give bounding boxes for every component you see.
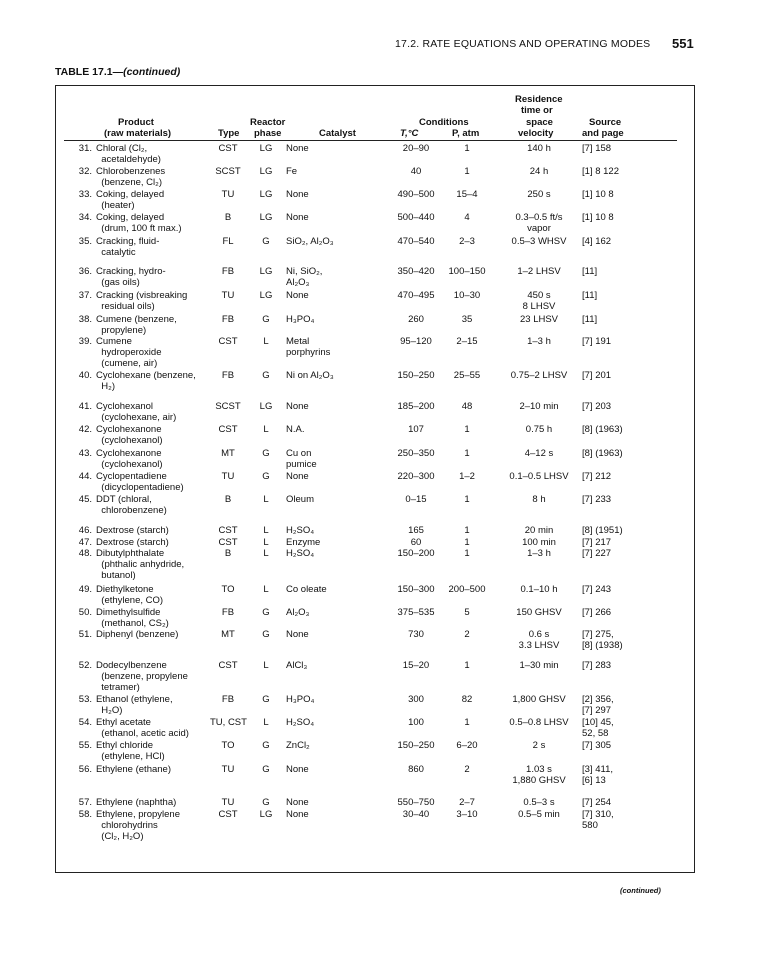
type-cell: SCST	[215, 166, 241, 177]
row-number: 37.	[78, 290, 92, 301]
temperature-cell: 220–300	[397, 471, 435, 482]
phase-cell: G	[262, 694, 270, 705]
header-temperature: T,°C	[400, 128, 419, 139]
residence-cell: 250 s	[527, 189, 551, 200]
type-cell: CST	[218, 336, 238, 347]
source-cell: [11]	[582, 290, 598, 301]
temperature-cell: 470–495	[397, 290, 435, 301]
source-cell: [1] 10 8	[582, 189, 614, 200]
catalyst-cell: None	[286, 290, 309, 301]
pressure-cell: 1	[464, 494, 470, 505]
type-cell: TU	[221, 764, 235, 775]
residence-cell: 2 s	[532, 740, 546, 751]
product-cell: Cracking, hydro- (gas oils)	[96, 266, 166, 288]
pressure-cell: 1	[464, 525, 470, 536]
catalyst-cell: H₂SO₄	[286, 525, 315, 536]
product-cell: Diphenyl (benzene)	[96, 629, 179, 640]
product-cell: Chloral (Cl₂, acetaldehyde)	[96, 143, 161, 165]
phase-cell: G	[262, 764, 270, 775]
header-source-1: Source	[589, 117, 622, 128]
temperature-cell: 860	[408, 764, 424, 775]
product-cell: Coking, delayed (drum, 100 ft max.)	[96, 212, 182, 234]
row-number: 32.	[78, 166, 92, 177]
row-number: 57.	[78, 797, 92, 808]
residence-cell: 100 min	[522, 537, 556, 548]
source-cell: [7] 283	[582, 660, 612, 671]
header-residence-4: velocity	[518, 128, 554, 139]
product-cell: Cracking, fluid- catalytic	[96, 236, 160, 258]
pressure-cell: 1	[464, 448, 470, 459]
temperature-cell: 150–200	[397, 548, 435, 559]
pressure-cell: 1–2	[459, 471, 475, 482]
row-number: 35.	[78, 236, 92, 247]
pressure-cell: 200–500	[448, 584, 486, 595]
type-cell: FB	[221, 314, 235, 325]
pressure-cell: 1	[464, 166, 470, 177]
row-number: 49.	[78, 584, 92, 595]
residence-cell: 450 s 8 LHSV	[522, 290, 556, 312]
source-cell: [10] 45, 52, 58	[582, 717, 614, 739]
residence-cell: 140 h	[527, 143, 551, 154]
source-cell: [7] 233	[582, 494, 612, 505]
source-cell: [7] 310, 580	[582, 809, 614, 831]
header-catalyst: Catalyst	[319, 128, 356, 139]
temperature-cell: 500–440	[397, 212, 435, 223]
pressure-cell: 1	[464, 717, 470, 728]
residence-cell: 0.5–5 min	[518, 809, 560, 820]
type-cell: FB	[221, 370, 235, 381]
catalyst-cell: None	[286, 797, 309, 808]
catalyst-cell: SiO₂, Al₂O₃	[286, 236, 334, 247]
source-cell: [7] 203	[582, 401, 612, 412]
catalyst-cell: Fe	[286, 166, 298, 177]
row-number: 50.	[78, 607, 92, 618]
temperature-cell: 490–500	[397, 189, 435, 200]
residence-cell: 1–2 LHSV	[517, 266, 561, 277]
phase-cell: G	[262, 629, 270, 640]
pressure-cell: 15–4	[456, 189, 478, 200]
source-cell: [7] 227	[582, 548, 612, 559]
phase-cell: L	[263, 660, 269, 671]
pressure-cell: 1	[464, 660, 470, 671]
temperature-cell: 40	[410, 166, 422, 177]
catalyst-cell: None	[286, 212, 309, 223]
type-cell: FB	[221, 607, 235, 618]
row-number: 39.	[78, 336, 92, 347]
source-cell: [1] 8 122	[582, 166, 619, 177]
phase-cell: G	[262, 797, 270, 808]
row-number: 52.	[78, 660, 92, 671]
row-number: 45.	[78, 494, 92, 505]
source-cell: [7] 305	[582, 740, 612, 751]
source-cell: [8] (1963)	[582, 424, 623, 435]
residence-cell: 0.5–3 s	[523, 797, 555, 808]
row-number: 38.	[78, 314, 92, 325]
row-number: 42.	[78, 424, 92, 435]
source-cell: [7] 212	[582, 471, 612, 482]
row-number: 33.	[78, 189, 92, 200]
pressure-cell: 5	[464, 607, 470, 618]
catalyst-cell: Co oleate	[286, 584, 327, 595]
source-cell: [7] 275, [8] (1938)	[582, 629, 623, 651]
source-cell: [7] 217	[582, 537, 612, 548]
residence-cell: 0.75–2 LHSV	[510, 370, 568, 381]
pressure-cell: 4	[464, 212, 470, 223]
type-cell: TO	[221, 740, 235, 751]
product-cell: Ethyl acetate (ethanol, acetic acid)	[96, 717, 189, 739]
product-cell: Cracking (visbreaking residual oils)	[96, 290, 188, 312]
residence-cell: 0.5–3 WHSV	[511, 236, 567, 247]
temperature-cell: 550–750	[397, 797, 435, 808]
product-cell: Dibutylphthalate (phthalic anhydride, butanol)	[96, 548, 185, 581]
phase-cell: LG	[259, 401, 273, 412]
product-cell: Dodecylbenzene (benzene, propylene tetramer)	[96, 660, 188, 693]
row-number: 58.	[78, 809, 92, 820]
row-number: 47.	[78, 537, 92, 548]
residence-cell: 24 h	[529, 166, 549, 177]
phase-cell: LG	[259, 266, 273, 277]
product-cell: Ethanol (ethylene, H₂O)	[96, 694, 173, 716]
type-cell: B	[224, 494, 232, 505]
type-cell: CST	[218, 525, 238, 536]
temperature-cell: 0–15	[405, 494, 427, 505]
type-cell: B	[224, 548, 232, 559]
row-number: 40.	[78, 370, 92, 381]
residence-cell: 1.03 s 1,880 GHSV	[512, 764, 566, 786]
catalyst-cell: H₂SO₄	[286, 717, 315, 728]
product-cell: Ethylene, propylene chlorohydrins (Cl₂, H₂O)	[96, 809, 180, 842]
catalyst-cell: Ni, SiO₂, Al₂O₃	[286, 266, 323, 288]
type-cell: CST	[218, 660, 238, 671]
temperature-cell: 100	[408, 717, 424, 728]
pressure-cell: 10–30	[453, 290, 481, 301]
phase-cell: G	[262, 448, 270, 459]
row-number: 46.	[78, 525, 92, 536]
catalyst-cell: None	[286, 629, 309, 640]
source-cell: [1] 10 8	[582, 212, 614, 223]
temperature-cell: 60	[410, 537, 422, 548]
type-cell: TU	[221, 290, 235, 301]
phase-cell: G	[262, 607, 270, 618]
pressure-cell: 2	[464, 764, 470, 775]
type-cell: TU	[221, 189, 235, 200]
residence-cell: 2–10 min	[519, 401, 559, 412]
table-label: TABLE 17.1	[55, 66, 113, 78]
phase-cell: LG	[259, 189, 273, 200]
temperature-cell: 165	[408, 525, 424, 536]
type-cell: FB	[221, 694, 235, 705]
temperature-cell: 150–250	[397, 370, 435, 381]
type-cell: CST	[218, 143, 238, 154]
phase-cell: LG	[259, 166, 273, 177]
catalyst-cell: H₃PO₄	[286, 694, 315, 705]
phase-cell: G	[262, 740, 270, 751]
temperature-cell: 107	[408, 424, 424, 435]
catalyst-cell: None	[286, 401, 309, 412]
row-number: 34.	[78, 212, 92, 223]
header-source-2: and page	[582, 128, 624, 139]
source-cell: [11]	[582, 314, 598, 325]
product-cell: Cumene hydroperoxide (cumene, air)	[96, 336, 162, 369]
row-number: 31.	[78, 143, 92, 154]
phase-cell: L	[263, 717, 269, 728]
phase-cell: L	[263, 584, 269, 595]
product-cell: Coking, delayed (heater)	[96, 189, 165, 211]
temperature-cell: 260	[408, 314, 424, 325]
pressure-cell: 2–7	[459, 797, 475, 808]
phase-cell: L	[263, 336, 269, 347]
product-cell: Cumene (benzene, propylene)	[96, 314, 177, 336]
product-cell: Ethylene (naphtha)	[96, 797, 177, 808]
row-number: 43.	[78, 448, 92, 459]
row-number: 55.	[78, 740, 92, 751]
product-cell: Dimethylsulfide (methanol, CS₂)	[96, 607, 169, 629]
product-cell: DDT (chloral, chlorobenzene)	[96, 494, 167, 516]
residence-cell: 0.5–0.8 LHSV	[509, 717, 569, 728]
catalyst-cell: None	[286, 189, 309, 200]
phase-cell: G	[262, 314, 270, 325]
type-cell: SCST	[215, 401, 241, 412]
catalyst-cell: H₂SO₄	[286, 548, 315, 559]
source-cell: [8] (1963)	[582, 448, 623, 459]
product-cell: Dextrose (starch)	[96, 525, 169, 536]
pressure-cell: 1	[464, 424, 470, 435]
catalyst-cell: None	[286, 809, 309, 820]
type-cell: FL	[222, 236, 234, 247]
product-cell: Dextrose (starch)	[96, 537, 169, 548]
catalyst-cell: Oleum	[286, 494, 314, 505]
phase-cell: G	[262, 471, 270, 482]
residence-cell: 20 min	[524, 525, 554, 536]
phase-cell: G	[262, 236, 270, 247]
catalyst-cell: H₃PO₄	[286, 314, 315, 325]
type-cell: MT	[221, 629, 235, 640]
residence-cell: 1–30 min	[519, 660, 559, 671]
residence-cell: 0.6 s 3.3 LHSV	[518, 629, 560, 651]
type-cell: TO	[221, 584, 235, 595]
phase-cell: LG	[259, 143, 273, 154]
pressure-cell: 1	[464, 537, 470, 548]
temperature-cell: 250–350	[397, 448, 435, 459]
temperature-cell: 150–250	[397, 740, 435, 751]
temperature-cell: 470–540	[397, 236, 435, 247]
temperature-cell: 150–300	[397, 584, 435, 595]
header-residence-2: time or	[521, 105, 553, 116]
pressure-cell: 1	[464, 548, 470, 559]
residence-cell: 23 LHSV	[519, 314, 559, 325]
residence-cell: 8 h	[532, 494, 546, 505]
continued-note: (continued)	[620, 886, 661, 895]
pressure-cell: 2–3	[459, 236, 475, 247]
header-residence-1: Residence	[515, 94, 563, 105]
phase-cell: L	[263, 494, 269, 505]
temperature-cell: 30–40	[402, 809, 430, 820]
temperature-cell: 375–535	[397, 607, 435, 618]
type-cell: TU, CST	[210, 717, 247, 728]
phase-cell: LG	[259, 290, 273, 301]
table-caption	[55, 66, 180, 78]
source-cell: [7] 201	[582, 370, 612, 381]
temperature-cell: 95–120	[400, 336, 432, 347]
pressure-cell: 48	[461, 401, 473, 412]
source-cell: [2] 356, [7] 297	[582, 694, 614, 716]
row-number: 41.	[78, 401, 92, 412]
row-number: 53.	[78, 694, 92, 705]
header-reactor: Reactor	[250, 117, 286, 128]
row-number: 36.	[78, 266, 92, 277]
source-cell: [11]	[582, 266, 598, 277]
header-type: Type	[218, 128, 240, 139]
product-cell: Cyclohexanone (cyclohexanol)	[96, 448, 163, 470]
temperature-cell: 300	[408, 694, 424, 705]
type-cell: CST	[218, 424, 238, 435]
header-residence-3: space	[526, 117, 553, 128]
row-number: 44.	[78, 471, 92, 482]
header-raw-materials: (raw materials)	[104, 128, 172, 139]
type-cell: TU	[221, 797, 235, 808]
header-rule	[64, 140, 677, 141]
phase-cell: LG	[259, 809, 273, 820]
pressure-cell: 35	[461, 314, 473, 325]
residence-cell: 0.1–10 h	[520, 584, 558, 595]
source-cell: [7] 158	[582, 143, 612, 154]
source-cell: [7] 191	[582, 336, 612, 347]
pressure-cell: 3–10	[456, 809, 478, 820]
pressure-cell: 6–20	[456, 740, 478, 751]
type-cell: B	[224, 212, 232, 223]
catalyst-cell: None	[286, 764, 309, 775]
type-cell: FB	[221, 266, 235, 277]
residence-cell: 150 GHSV	[516, 607, 562, 618]
product-cell: Ethylene (ethane)	[96, 764, 171, 775]
residence-cell: 1–3 h	[527, 548, 551, 559]
catalyst-cell: AlCl₃	[286, 660, 308, 671]
source-cell: [7] 254	[582, 797, 612, 808]
product-cell: Cyclohexanol (cyclohexane, air)	[96, 401, 177, 423]
catalyst-cell: Ni on Al₂O₃	[286, 370, 334, 381]
catalyst-cell: Al₂O₃	[286, 607, 310, 618]
residence-cell: 1–3 h	[527, 336, 551, 347]
product-cell: Cyclopentadiene (dicyclopentadiene)	[96, 471, 184, 493]
pressure-cell: 2–15	[456, 336, 478, 347]
product-cell: Diethylketone (ethylene, CO)	[96, 584, 164, 606]
type-cell: TU	[221, 471, 235, 482]
catalyst-cell: ZnCl₂	[286, 740, 310, 751]
pressure-cell: 2	[464, 629, 470, 640]
residence-cell: 0.1–0.5 LHSV	[509, 471, 569, 482]
catalyst-cell: None	[286, 471, 309, 482]
pressure-cell: 82	[461, 694, 473, 705]
phase-cell: LG	[259, 212, 273, 223]
catalyst-cell: Metal porphyrins	[286, 336, 331, 358]
header-phase: phase	[254, 128, 282, 139]
residence-cell: 1,800 GHSV	[512, 694, 566, 705]
residence-cell: 0.75 h	[525, 424, 553, 435]
row-number: 48.	[78, 548, 92, 559]
type-cell: MT	[221, 448, 235, 459]
pressure-cell: 1	[464, 143, 470, 154]
type-cell: CST	[218, 809, 238, 820]
product-cell: Cyclohexane (benzene, H₂)	[96, 370, 196, 392]
page-number: 551	[672, 36, 694, 51]
temperature-cell: 350–420	[397, 266, 435, 277]
residence-cell: 4–12 s	[524, 448, 554, 459]
catalyst-cell: N.A.	[286, 424, 305, 435]
source-cell: [4] 162	[582, 236, 612, 247]
running-head	[0, 36, 758, 52]
pressure-cell: 100–150	[448, 266, 486, 277]
product-cell: Cyclohexanone (cyclohexanol)	[96, 424, 163, 446]
phase-cell: L	[263, 548, 269, 559]
phase-cell: G	[262, 370, 270, 381]
source-cell: [7] 266	[582, 607, 612, 618]
catalyst-cell: None	[286, 143, 309, 154]
phase-cell: L	[263, 537, 269, 548]
header-pressure: P, atm	[452, 128, 480, 139]
type-cell: CST	[218, 537, 238, 548]
source-cell: [8] (1951)	[582, 525, 623, 536]
pressure-cell: 25–55	[453, 370, 481, 381]
phase-cell: L	[263, 525, 269, 536]
product-cell: Ethyl chloride (ethylene, HCl)	[96, 740, 165, 762]
header-product: Product	[118, 117, 154, 128]
residence-cell: 0.3–0.5 ft/s vapor	[515, 212, 563, 234]
row-number: 51.	[78, 629, 92, 640]
row-number: 56.	[78, 764, 92, 775]
row-number: 54.	[78, 717, 92, 728]
table-caption-suffix: —(continued)	[112, 66, 181, 78]
temperature-cell: 730	[408, 629, 424, 640]
catalyst-cell: Enzyme	[286, 537, 321, 548]
source-cell: [3] 411, [6] 13	[582, 764, 613, 786]
catalyst-cell: Cu on pumice	[286, 448, 317, 470]
running-head-title: 17.2. RATE EQUATIONS AND OPERATING MODES	[395, 38, 651, 50]
phase-cell: L	[263, 424, 269, 435]
temperature-cell: 20–90	[402, 143, 430, 154]
temperature-cell: 15–20	[402, 660, 430, 671]
temperature-cell: 185–200	[397, 401, 435, 412]
product-cell: Chlorobenzenes (benzene, Cl₂)	[96, 166, 166, 188]
header-conditions: Conditions	[419, 117, 469, 128]
source-cell: [7] 243	[582, 584, 612, 595]
